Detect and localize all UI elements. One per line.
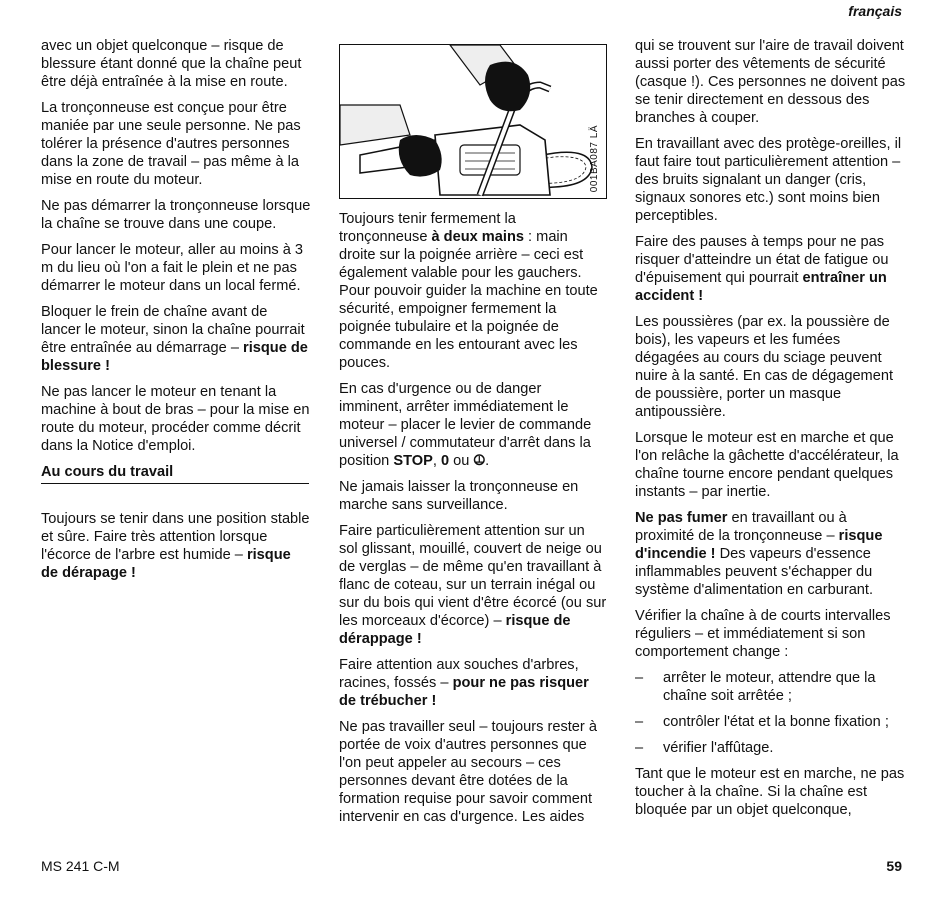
dash-marker: –	[635, 740, 644, 756]
text: Toujours tenir fermement la tronçonneuse	[339, 211, 516, 245]
warning-text: entraîner un accident !	[635, 270, 887, 304]
warning-text: pour ne pas risquer de trébucher !	[339, 675, 589, 709]
section-heading: Au cours du travail	[41, 463, 309, 484]
paragraph: Ne pas lancer le moteur en tenant la machine à bout de bras – pour la mise en route du moteur, procéder comme décrit dans la Notice d'emploi.	[41, 384, 310, 454]
list-item	[635, 669, 907, 705]
text: Toujours se tenir dans une position stable et sûre. Faire très attention lorsque l'écorce de l'arbre est humide –	[41, 511, 310, 563]
text: : main droite sur la poignée arrière – ceci est également valable pour les gauchers. Pour pouvoir guider la machine en toute sécurité, empoigner fermement la poignée tubulaire et la poignée de commande en les entourant avec les pouces.	[339, 229, 598, 371]
warning-text: risque de blessure !	[41, 340, 308, 374]
paragraph	[41, 303, 311, 375]
emphasis-text: à deux mains	[431, 229, 524, 245]
text: .	[485, 453, 490, 469]
model-label: MS 241 C-M	[41, 858, 120, 874]
paragraph	[339, 656, 607, 710]
text: Faire attention aux souches d'arbres, racines, fossés –	[339, 657, 579, 691]
text: Des vapeurs d'essence inflammables peuvent s'échapper du système d'alimentation en carburant.	[635, 546, 874, 598]
text: Faire des pauses à temps pour ne pas risquer d'atteindre un état de fatigue ou d'épuisement qui pourrait	[635, 234, 889, 286]
zero-label: 0	[440, 453, 450, 469]
paragraph: Tant que le moteur est en marche, ne pas toucher à la chaîne. Si la chaîne est bloquée par un objet quelconque,	[635, 766, 905, 818]
paragraph	[339, 210, 607, 372]
text: ou	[453, 453, 470, 469]
paragraph: Vérifier la chaîne à de courts intervalles réguliers – et immédiatement si son comportement change :	[635, 608, 891, 660]
list-item-text: vérifier l'affûtage.	[663, 740, 774, 756]
list-item	[635, 713, 907, 731]
column-right	[635, 37, 907, 827]
figure-code: 001BA087 LÄ	[589, 124, 600, 192]
warning-text: risque de dérapage !	[41, 547, 291, 581]
paragraph: Ne jamais laisser la tronçonneuse en marche sans surveillance.	[339, 479, 579, 513]
paragraph: Pour lancer le moteur, aller au moins à 3 m du lieu où l'on a fait le plein et ne pas démarrer le moteur dans un local fermé.	[41, 242, 304, 294]
stop-symbol-icon: ⦹	[473, 453, 486, 469]
text: Bloquer le frein de chaîne avant de lancer le moteur, sinon la chaîne pourrait être entraînée au démarrage –	[41, 304, 305, 356]
list-item	[635, 739, 907, 757]
paragraph	[339, 522, 607, 648]
text: en travaillant ou à proximité de la tronçonneuse –	[635, 510, 847, 544]
dash-marker: –	[635, 714, 644, 730]
page-number: 59	[886, 858, 902, 874]
paragraph: Ne pas travailler seul – toujours rester à portée de voix d'autres personnes que l'on peut appeler au secours – ces personnes devant être dotées de la formation requise pour savoir comment intervenir en cas d'urgence. Les aides	[339, 719, 597, 825]
paragraph	[339, 380, 607, 470]
paragraph	[635, 509, 907, 599]
paragraph	[41, 510, 311, 582]
text: ,	[432, 453, 437, 469]
text: Faire particulièrement attention sur un sol glissant, mouillé, couvert de neige ou de verglas – de même qu'en travaillant à flanc de coteau, sur un terrain inégal ou sur du bois qui vient d'être écorcé (ou sur les morceaux d'écorce) –	[339, 523, 607, 629]
warning-text: Ne pas fumer	[635, 510, 728, 526]
chainsaw-illustration	[339, 44, 607, 199]
list-item-text: arrêter le moteur, attendre que la chaîne soit arrêtée ;	[663, 670, 876, 704]
paragraph: avec un objet quelconque – risque de blessure étant donné que la chaîne peut être déjà entraînée à la mise en route.	[41, 38, 302, 90]
text: En cas d'urgence ou de danger imminent, arrêter immédiatement le moteur – placer le levier de commande universel / commutateur d'arrêt dans la position	[339, 381, 592, 469]
paragraph: qui se trouvent sur l'aire de travail doivent aussi porter des vêtements de sécurité (casque !). Ces personnes ne doivent pas se tenir directement en dessous des branches à couper.	[635, 38, 906, 126]
list-item-text: contrôler l'état et la bonne fixation ;	[663, 714, 889, 730]
warning-text: risque d'incendie !	[635, 528, 883, 562]
column-left	[41, 37, 311, 590]
paragraph	[635, 233, 907, 305]
paragraph: Lorsque le moteur est en marche et que l'on relâche la gâchette d'accélérateur, la chaîne tourne encore pendant quelques instants – par inertie.	[635, 430, 899, 500]
paragraph: En travaillant avec des protège-oreilles, il faut faire tout particulièrement attention – des bruits signalant un danger (cris, signaux sonores etc.) sont moins bien perceptibles.	[635, 136, 902, 224]
chainsaw-hands-drawing	[340, 45, 605, 197]
warning-text: risque de dérappage !	[339, 613, 571, 647]
column-middle	[339, 210, 607, 834]
dash-marker: –	[635, 670, 644, 686]
paragraph: La tronçonneuse est conçue pour être maniée par une seule personne. Ne pas tolérer la présence d'autres personnes dans la zone de travail – pas même à la mise en route du moteur.	[41, 100, 301, 188]
paragraph: Ne pas démarrer la tronçonneuse lorsque la chaîne se trouve dans une coupe.	[41, 198, 311, 232]
language-label: français	[848, 3, 902, 19]
stop-label: STOP	[393, 453, 433, 469]
paragraph: Les poussières (par ex. la poussière de bois), les vapeurs et les fumées dégagées au cours du sciage peuvent nuire à la santé. En cas de dégagement de poussière, porter un masque antipoussière.	[635, 314, 893, 420]
